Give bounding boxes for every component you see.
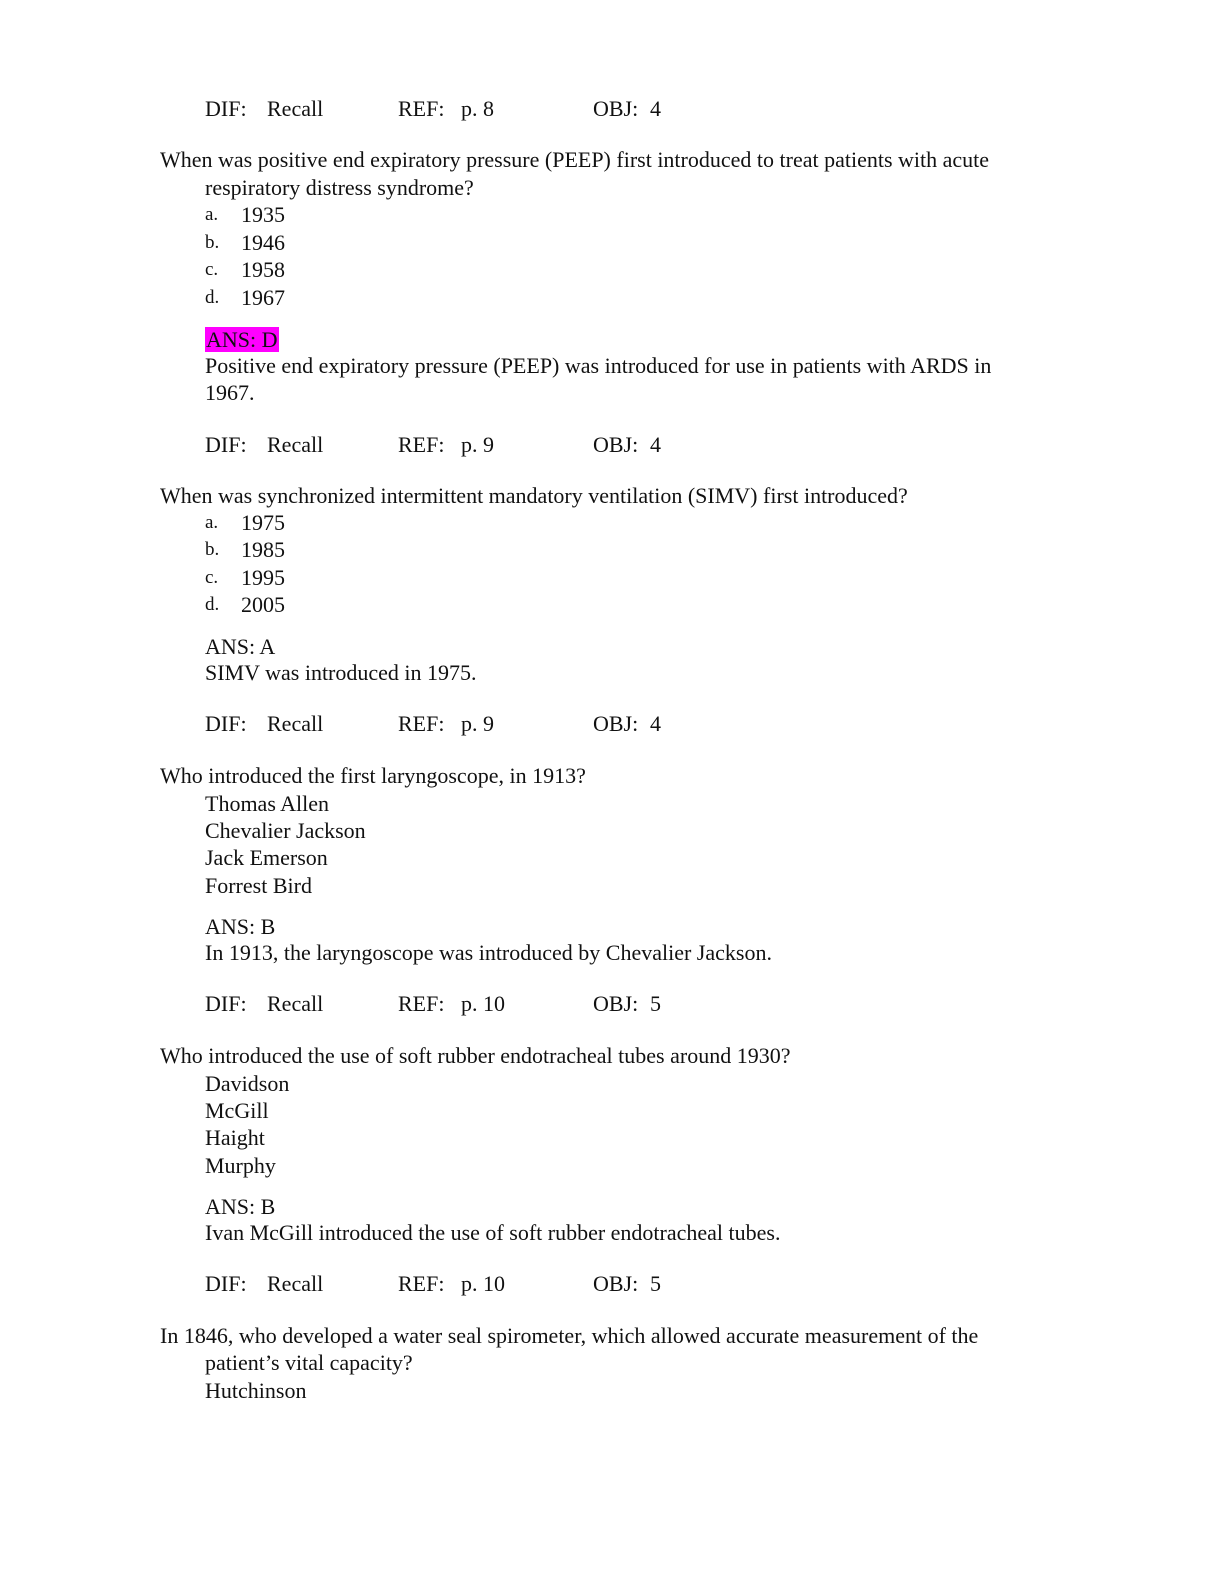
- dif-label: DIF:: [205, 991, 247, 1016]
- question-stem: In 1846, who developed a water seal spirometer, which allowed accurate measurement of the: [160, 1323, 979, 1348]
- choice-letter: a.: [205, 204, 219, 225]
- dif-label: DIF:: [205, 96, 247, 121]
- choice-letter: a.: [205, 512, 219, 533]
- rationale: 1967.: [205, 380, 255, 405]
- ref-value: p. 8: [461, 96, 494, 121]
- rationale: SIMV was introduced in 1975.: [205, 660, 477, 685]
- question-stem: patient’s vital capacity?: [205, 1350, 413, 1375]
- ref-value: p. 10: [461, 991, 505, 1016]
- dif-label: DIF:: [205, 1271, 247, 1296]
- rationale: Positive end expiratory pressure (PEEP) was introduced for use in patients with ARDS in: [205, 353, 992, 378]
- option-text: Thomas Allen: [205, 791, 330, 816]
- answer-line: ANS: B: [205, 914, 276, 939]
- dif-label: DIF:: [205, 432, 247, 457]
- question-stem: respiratory distress syndrome?: [205, 175, 474, 200]
- question-stem: When was synchronized intermittent mandatory ventilation (SIMV) first introduced?: [160, 483, 908, 508]
- obj-value: 5: [650, 991, 661, 1016]
- obj-value: 4: [650, 432, 661, 457]
- obj-value: 5: [650, 1271, 661, 1296]
- answer-line: ANS: A: [205, 634, 276, 659]
- obj-label: OBJ:: [593, 96, 639, 121]
- choice-letter: b.: [205, 539, 220, 560]
- option-text: McGill: [205, 1098, 269, 1123]
- answer-line: ANS: B: [205, 1194, 276, 1219]
- ref-value: p. 9: [461, 711, 494, 736]
- option-text: Chevalier Jackson: [205, 818, 366, 843]
- choice-letter: d.: [205, 594, 220, 615]
- dif-value: Recall: [267, 1271, 324, 1296]
- choice-text: 1975: [241, 510, 285, 535]
- ref-label: REF:: [398, 432, 445, 457]
- ref-value: p. 9: [461, 432, 494, 457]
- ref-label: REF:: [398, 711, 445, 736]
- ref-label: REF:: [398, 96, 445, 121]
- obj-value: 4: [650, 711, 661, 736]
- dif-value: Recall: [267, 432, 324, 457]
- choice-text: 1958: [241, 257, 285, 282]
- option-text: Murphy: [205, 1153, 276, 1178]
- rationale: Ivan McGill introduced the use of soft rubber endotracheal tubes.: [205, 1220, 781, 1245]
- choice-letter: c.: [205, 567, 219, 588]
- ref-value: p. 10: [461, 1271, 505, 1296]
- rationale: In 1913, the laryngoscope was introduced by Chevalier Jackson.: [205, 940, 772, 965]
- option-text: Davidson: [205, 1071, 290, 1096]
- option-text: Hutchinson: [205, 1378, 307, 1403]
- choice-text: 1946: [241, 230, 285, 255]
- choice-letter: b.: [205, 232, 220, 253]
- choice-letter: d.: [205, 287, 220, 308]
- obj-label: OBJ:: [593, 711, 639, 736]
- option-text: Haight: [205, 1125, 265, 1150]
- choice-letter: c.: [205, 259, 219, 280]
- question-stem: When was positive end expiratory pressure (PEEP) first introduced to treat patients with acute: [160, 147, 990, 172]
- obj-label: OBJ:: [593, 432, 639, 457]
- ref-label: REF:: [398, 991, 445, 1016]
- question-stem: Who introduced the first laryngoscope, in 1913?: [160, 763, 586, 788]
- choice-text: 1935: [241, 202, 285, 227]
- dif-value: Recall: [267, 96, 324, 121]
- question-stem: Who introduced the use of soft rubber endotracheal tubes around 1930?: [160, 1043, 791, 1068]
- ref-label: REF:: [398, 1271, 445, 1296]
- dif-label: DIF:: [205, 711, 247, 736]
- obj-label: OBJ:: [593, 991, 639, 1016]
- option-text: Forrest Bird: [205, 873, 312, 898]
- answer-line: [205, 327, 279, 353]
- option-text: Jack Emerson: [205, 845, 328, 870]
- dif-value: Recall: [267, 991, 324, 1016]
- obj-value: 4: [650, 96, 661, 121]
- choice-text: 1985: [241, 537, 285, 562]
- choice-text: 1967: [241, 285, 285, 310]
- dif-value: Recall: [267, 711, 324, 736]
- choice-text: 2005: [241, 592, 285, 617]
- choice-text: 1995: [241, 565, 285, 590]
- obj-label: OBJ:: [593, 1271, 639, 1296]
- answer-highlight: ANS: D: [206, 327, 278, 352]
